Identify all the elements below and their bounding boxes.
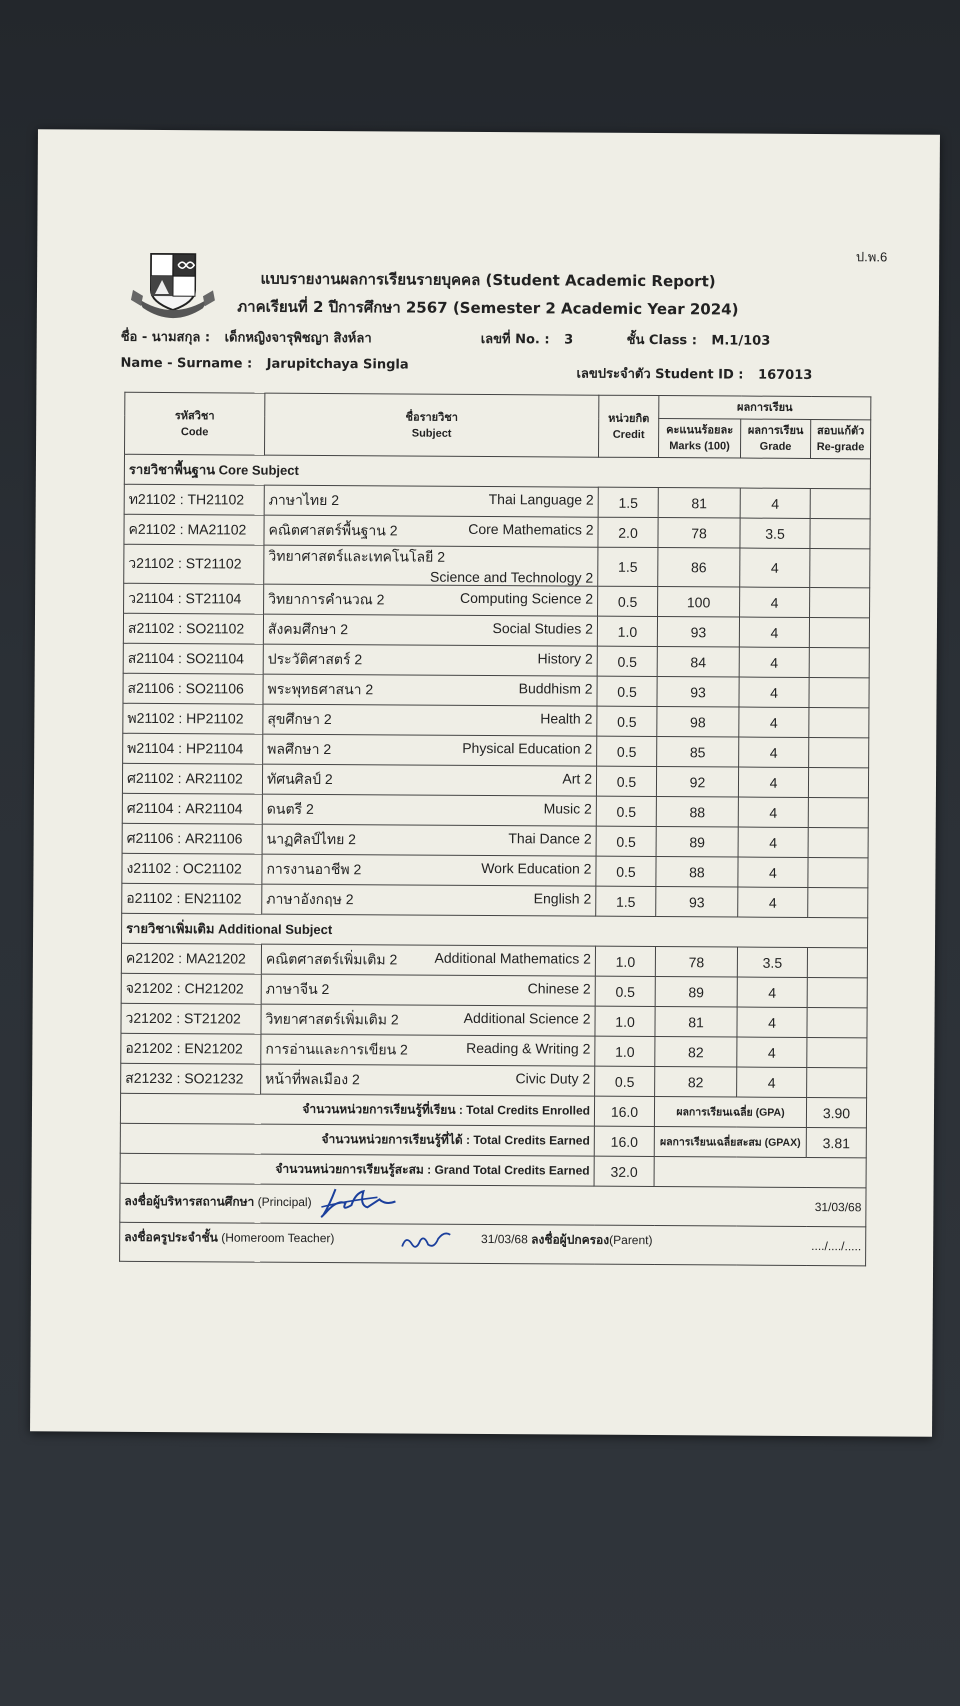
principal-date: 31/03/68 bbox=[814, 1200, 862, 1215]
teacher-signature bbox=[398, 1224, 458, 1254]
subject-name bbox=[261, 1034, 595, 1066]
subject-name-th: ประวัติศาสตร์ 2 bbox=[267, 650, 363, 667]
subject-grade: 4 bbox=[739, 677, 809, 707]
form-code: ป.พ.6 bbox=[855, 249, 888, 265]
subject-credit: 1.0 bbox=[595, 1036, 655, 1066]
subject-name-th: การอ่านและการเขียน 2 bbox=[265, 1040, 408, 1058]
subject-marks: 92 bbox=[656, 767, 738, 798]
class-label: ชั้น Class : bbox=[626, 332, 697, 349]
teacher-label-en: (Homeroom Teacher) bbox=[221, 1230, 335, 1246]
subject-code: ศ21102 : AR21102 bbox=[122, 763, 262, 794]
name-en-field bbox=[121, 356, 409, 373]
subject-marks: 81 bbox=[655, 1007, 737, 1038]
subject-row bbox=[124, 544, 870, 588]
name-th-field bbox=[121, 326, 372, 349]
code-header: รหัสวิชา Code bbox=[125, 392, 265, 455]
student-id-field bbox=[576, 363, 812, 385]
subject-credit: 1.0 bbox=[595, 946, 655, 976]
subject-name bbox=[264, 584, 598, 616]
result-header: ผลการเรียน bbox=[659, 396, 871, 420]
subject-name bbox=[261, 944, 595, 976]
subject-marks: 98 bbox=[657, 707, 739, 738]
subject-grade: 4 bbox=[739, 617, 809, 647]
subject-row bbox=[123, 643, 869, 678]
subject-credit: 0.5 bbox=[595, 1066, 655, 1096]
principal-label-en: (Principal) bbox=[257, 1194, 312, 1210]
subject-name bbox=[263, 734, 597, 766]
subject-name-th: ภาษาจีน 2 bbox=[265, 980, 330, 997]
principal-label-th: ลงชื่อผู้บริหารสถานศึกษา bbox=[124, 1193, 255, 1209]
subject-code: ค21102 : MA21102 bbox=[124, 514, 264, 545]
subject-regrade bbox=[808, 857, 868, 887]
subject-marks: 78 bbox=[658, 518, 740, 549]
name-th-value: เด็กหญิงจารุพิชญา สิงห์ลา bbox=[224, 330, 372, 347]
subject-regrade bbox=[810, 518, 870, 548]
subject-name-en: Music 2 bbox=[543, 799, 592, 817]
student-no-value: 3 bbox=[564, 332, 574, 348]
subject-code: ส21102 : SO21102 bbox=[123, 613, 263, 644]
subject-grade: 4 bbox=[738, 827, 808, 857]
subject-name-th: หน้าที่พลเมือง 2 bbox=[265, 1070, 360, 1087]
subject-regrade bbox=[809, 677, 869, 707]
subject-name bbox=[264, 545, 598, 586]
subject-header: ชื่อรายวิชา Subject bbox=[264, 393, 598, 457]
subject-row bbox=[122, 883, 868, 918]
subject-code: ศ21104 : AR21104 bbox=[122, 793, 262, 824]
principal-signature bbox=[315, 1185, 405, 1222]
subject-name-en: Thai Language 2 bbox=[488, 490, 594, 508]
subject-name-th: สุขศึกษา 2 bbox=[267, 710, 332, 727]
subject-name-th: คณิตศาสตร์เพิ่มเติม 2 bbox=[265, 950, 398, 967]
subject-name-en: Physical Education 2 bbox=[462, 739, 593, 757]
subject-regrade bbox=[809, 617, 869, 647]
subject-name-en: Chinese 2 bbox=[527, 979, 591, 997]
subject-marks: 78 bbox=[655, 947, 737, 978]
subject-credit: 0.5 bbox=[596, 856, 656, 886]
subject-code: ส21106 : SO21106 bbox=[123, 673, 263, 704]
subject-regrade bbox=[810, 488, 870, 518]
subject-name bbox=[262, 884, 596, 916]
subject-credit: 1.5 bbox=[598, 547, 658, 586]
total-earned-value: 16.0 bbox=[594, 1126, 654, 1156]
subject-grade: 4 bbox=[740, 488, 810, 518]
total-earned-label: จำนวนหน่วยการเรียนรู้ที่ได้ : Total Credits Earned bbox=[120, 1123, 594, 1156]
subject-marks: 88 bbox=[656, 857, 738, 888]
subject-credit: 0.5 bbox=[597, 706, 657, 736]
subject-name-th: นาฏศิลป์ไทย 2 bbox=[266, 830, 357, 847]
parent-date: ..../..../..... bbox=[811, 1239, 862, 1254]
parent-label-en: (Parent) bbox=[609, 1232, 653, 1248]
subject-name-th: พระพุทธศาสนา 2 bbox=[267, 680, 374, 697]
gpa-label: ผลการเรียนเฉลี่ย (GPA) bbox=[654, 1097, 806, 1128]
subject-credit: 0.5 bbox=[595, 976, 655, 1006]
subject-regrade bbox=[809, 647, 869, 677]
subject-grade: 4 bbox=[737, 1007, 807, 1037]
subject-regrade bbox=[808, 797, 868, 827]
subject-row bbox=[122, 793, 868, 828]
subject-name-en: Core Mathematics 2 bbox=[468, 520, 594, 538]
parent-label-th: ลงชื่อผู้ปกครอง bbox=[531, 1232, 610, 1247]
subject-code: ว21104 : ST21104 bbox=[124, 583, 264, 614]
total-enrolled-label: จำนวนหน่วยการเรียนรู้ที่เรียน : Total Credits Enrolled bbox=[120, 1093, 594, 1126]
subject-row bbox=[122, 823, 868, 858]
subject-name bbox=[263, 614, 597, 646]
subject-row bbox=[123, 733, 869, 768]
subject-marks: 86 bbox=[658, 548, 740, 588]
subject-grade: 3.5 bbox=[737, 947, 807, 977]
subject-row bbox=[121, 1033, 867, 1068]
subject-name-en: Reading & Writing 2 bbox=[466, 1039, 591, 1057]
subject-name-en: Additional Science 2 bbox=[463, 1009, 591, 1027]
subject-name-th: พลศึกษา 2 bbox=[267, 740, 332, 757]
marks-header: คะแนนร้อยละ Marks (100) bbox=[658, 419, 740, 459]
subject-regrade bbox=[809, 737, 869, 767]
subject-marks: 89 bbox=[656, 827, 738, 858]
subject-name bbox=[264, 515, 598, 547]
subject-name-en: Computing Science 2 bbox=[460, 589, 594, 607]
subject-row bbox=[123, 703, 869, 738]
subject-grade: 4 bbox=[737, 1037, 807, 1067]
subject-credit: 0.5 bbox=[596, 796, 656, 826]
subject-marks: 89 bbox=[655, 977, 737, 1008]
subject-code: ว21202 : ST21202 bbox=[121, 1003, 261, 1034]
student-id-value: 167013 bbox=[757, 367, 813, 383]
subject-grade: 4 bbox=[740, 587, 810, 617]
subject-regrade bbox=[807, 1037, 867, 1067]
subject-name-en: Buddhism 2 bbox=[518, 679, 593, 697]
subject-marks: 84 bbox=[657, 647, 739, 678]
name-en-label: Name - Surname : bbox=[120, 355, 253, 372]
subject-name bbox=[264, 485, 598, 517]
report-paper bbox=[30, 129, 940, 1436]
subject-grade: 3.5 bbox=[740, 518, 810, 548]
subject-name-th: ภาษาอังกฤษ 2 bbox=[266, 890, 354, 907]
subject-code: ท21102 : TH21102 bbox=[124, 484, 264, 515]
subject-name bbox=[261, 974, 595, 1006]
subject-grade: 4 bbox=[738, 887, 808, 917]
subject-regrade bbox=[808, 887, 868, 917]
subject-grade: 4 bbox=[738, 767, 808, 797]
subject-code: ส21232 : SO21232 bbox=[121, 1063, 261, 1094]
teacher-signature-row bbox=[120, 1222, 866, 1266]
subject-grade: 4 bbox=[739, 647, 809, 677]
report-subtitle: ภาคเรียนที่ 2 ปีการศึกษา 2567 (Semester 2 Academic Year 2024) bbox=[237, 297, 739, 319]
subject-name-en: Additional Mathematics 2 bbox=[434, 949, 591, 967]
subject-name bbox=[263, 644, 597, 676]
subject-name-en: Art 2 bbox=[562, 769, 593, 787]
subject-row bbox=[121, 943, 867, 978]
subject-row bbox=[121, 1063, 867, 1098]
name-th-label: ชื่อ - นามสกุล : bbox=[120, 329, 211, 346]
subject-grade: 4 bbox=[739, 707, 809, 737]
total-enrolled-value: 16.0 bbox=[594, 1096, 654, 1126]
subject-name-th: วิทยาศาสตร์เพิ่มเติม 2 bbox=[265, 1010, 399, 1027]
subject-name-en: Science and Technology 2 bbox=[430, 568, 594, 586]
subject-name-en: Thai Dance 2 bbox=[508, 829, 592, 847]
subject-credit: 2.0 bbox=[598, 517, 658, 547]
class-field bbox=[627, 329, 771, 351]
grades-table bbox=[119, 392, 871, 1267]
subject-grade: 4 bbox=[737, 977, 807, 1007]
subject-name-en: Health 2 bbox=[540, 709, 593, 727]
subject-credit: 1.5 bbox=[596, 886, 656, 916]
class-value: M.1/103 bbox=[711, 333, 771, 349]
subject-code: พ21102 : HP21102 bbox=[123, 703, 263, 734]
subject-code: พ21104 : HP21104 bbox=[123, 733, 263, 764]
subject-name-th: ทัศนศิลป์ 2 bbox=[266, 770, 333, 787]
subject-code: ส21104 : SO21104 bbox=[123, 643, 263, 674]
subject-name-th: ดนตรี 2 bbox=[266, 800, 314, 817]
regrade-header: สอบแก้ตัว Re-grade bbox=[810, 419, 870, 458]
subject-credit: 1.5 bbox=[598, 487, 658, 517]
subject-regrade bbox=[809, 707, 869, 737]
subject-name-th: สังคมศึกษา 2 bbox=[267, 620, 349, 637]
name-en-value: Jarupitchaya Singla bbox=[266, 356, 409, 373]
subject-credit: 1.0 bbox=[595, 1006, 655, 1036]
core-section-label: รายวิชาพื้นฐาน Core Subject bbox=[124, 454, 870, 489]
subject-code: ศ21106 : AR21106 bbox=[122, 823, 262, 854]
subject-row bbox=[122, 763, 868, 798]
subject-regrade bbox=[807, 947, 867, 977]
subject-credit: 0.5 bbox=[598, 586, 658, 616]
subject-row bbox=[124, 484, 870, 519]
credit-header: หน่วยกิต Credit bbox=[598, 395, 658, 457]
subject-credit: 0.5 bbox=[597, 736, 657, 766]
subject-code: จ21202 : CH21202 bbox=[121, 973, 261, 1004]
subject-credit: 0.5 bbox=[597, 646, 657, 676]
subject-name-th: วิทยาการคำนวณ 2 bbox=[268, 590, 385, 607]
subject-marks: 82 bbox=[655, 1067, 737, 1098]
subject-grade: 4 bbox=[738, 857, 808, 887]
subject-row bbox=[123, 613, 869, 648]
subject-regrade bbox=[807, 1007, 867, 1037]
gpax-value: 3.81 bbox=[806, 1127, 866, 1157]
gpax-label: ผลการเรียนเฉลี่ยสะสม (GPAX) bbox=[654, 1127, 806, 1158]
subject-name-en: Social Studies 2 bbox=[492, 619, 593, 637]
subject-name-th: ภาษาไทย 2 bbox=[268, 491, 340, 508]
subject-marks: 100 bbox=[658, 587, 740, 618]
grade-header: ผลการเรียน Grade bbox=[740, 419, 810, 458]
subject-marks: 88 bbox=[656, 797, 738, 828]
subject-row bbox=[124, 583, 870, 618]
subject-grade: 4 bbox=[738, 797, 808, 827]
subject-marks: 85 bbox=[657, 737, 739, 768]
gpa-value: 3.90 bbox=[806, 1097, 866, 1127]
subject-name-th: วิทยาศาสตร์และเทคโนโลยี 2 bbox=[268, 547, 446, 565]
subject-name bbox=[262, 764, 596, 796]
subject-name-en: History 2 bbox=[537, 649, 593, 667]
subject-name bbox=[263, 674, 597, 706]
subject-name bbox=[261, 1004, 595, 1036]
subject-marks: 82 bbox=[655, 1037, 737, 1068]
teacher-label-th: ลงชื่อครูประจำชั้น bbox=[124, 1229, 218, 1245]
subject-name-en: English 2 bbox=[533, 889, 592, 907]
subject-name bbox=[261, 1064, 595, 1096]
subject-marks: 81 bbox=[658, 488, 740, 519]
subject-row bbox=[123, 673, 869, 708]
subject-regrade bbox=[808, 767, 868, 797]
subject-regrade bbox=[807, 1067, 867, 1097]
subject-regrade bbox=[807, 977, 867, 1007]
subject-code: ค21202 : MA21202 bbox=[121, 943, 261, 974]
subject-code: ว21102 : ST21102 bbox=[124, 544, 264, 584]
subject-regrade bbox=[810, 548, 870, 587]
subject-name-th: การงานอาชีพ 2 bbox=[266, 860, 362, 877]
subject-credit: 0.5 bbox=[596, 826, 656, 856]
subject-grade: 4 bbox=[739, 737, 809, 767]
subject-code: อ21202 : EN21202 bbox=[121, 1033, 261, 1064]
subject-marks: 93 bbox=[656, 887, 738, 918]
subject-code: อ21102 : EN21102 bbox=[122, 883, 262, 914]
subject-name-en: Civic Duty 2 bbox=[515, 1069, 591, 1087]
teacher-date: 31/03/68 bbox=[481, 1232, 528, 1247]
subject-row bbox=[121, 973, 867, 1008]
subject-credit: 1.0 bbox=[597, 616, 657, 646]
subject-name bbox=[262, 824, 596, 856]
subject-name-th: คณิตศาสตร์พื้นฐาน 2 bbox=[268, 521, 398, 538]
student-no-label: เลขที่ No. : bbox=[480, 331, 550, 348]
subject-grade: 4 bbox=[737, 1067, 807, 1097]
subject-name-en: Work Education 2 bbox=[481, 859, 592, 877]
student-id-label: เลขประจำตัว Student ID : bbox=[576, 366, 744, 383]
subject-regrade bbox=[808, 827, 868, 857]
subject-credit: 0.5 bbox=[596, 766, 656, 796]
report-title: แบบรายงานผลการเรียนรายบุคคล (Student Academic Report) bbox=[260, 269, 716, 291]
subject-row bbox=[121, 1003, 867, 1038]
grand-total-label: จำนวนหน่วยการเรียนรู้สะสม : Grand Total Credits Earned bbox=[120, 1153, 594, 1186]
subject-marks: 93 bbox=[657, 617, 739, 648]
subject-name bbox=[262, 794, 596, 826]
subject-row bbox=[122, 853, 868, 888]
subject-name bbox=[262, 854, 596, 886]
subject-name bbox=[263, 704, 597, 736]
subject-regrade bbox=[810, 587, 870, 617]
principal-signature-row bbox=[120, 1183, 866, 1227]
subject-credit: 0.5 bbox=[597, 676, 657, 706]
subject-row bbox=[124, 514, 870, 549]
subject-code: ง21102 : OC21102 bbox=[122, 853, 262, 884]
grand-total-value: 32.0 bbox=[594, 1156, 654, 1186]
subject-marks: 93 bbox=[657, 677, 739, 708]
subject-grade: 4 bbox=[740, 548, 810, 587]
student-no-field bbox=[481, 328, 574, 350]
additional-section-label: รายวิชาเพิ่มเติม Additional Subject bbox=[122, 913, 868, 948]
